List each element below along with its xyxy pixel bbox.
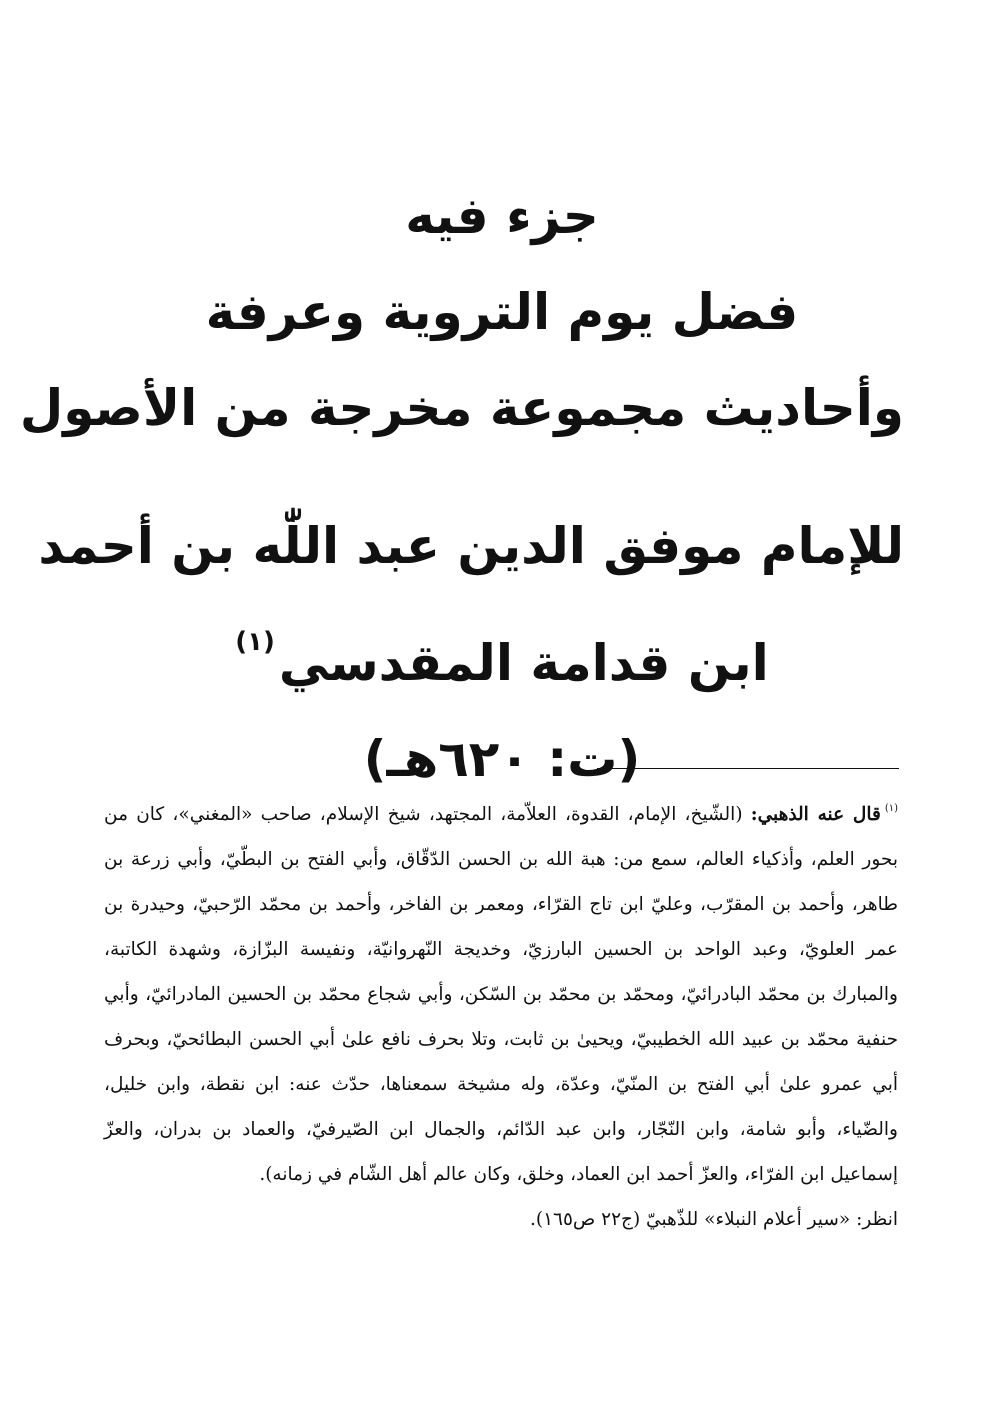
title-line-3: وأحاديث مجموعة مخرجة من الأصول bbox=[19, 379, 904, 437]
title-block bbox=[19, 168, 904, 807]
death-date: (ت: ٦٢٠هـ) bbox=[363, 730, 641, 788]
footnote-text bbox=[104, 786, 898, 1197]
footnote-lead: قال عنه الذهبي: bbox=[750, 804, 881, 825]
footnote-body: (الشّيخ، الإمام، القدوة، العلاّمة، المجتهد، شيخ الإسلام، صاحب «المغني»، كان من بحور العلم، وأذكياء العالم، سمع من: هبة الله بن الحسن الدّقّاق، وأبي الفتح بن البطّيّ، وأبي زرعة بن طاهر، وأحمد بن المقرّب، وعليّ ابن تاج القرّاء، ومعمر بن الفاخر، وأحمد بن محمّد الرّحبيّ، وحيدرة بن عمر العلويّ، وعبد الواحد بن الحسين البارزيّ، وخديجة النّهروانيّة، ونفيسة البزّازة، وشهدة الكاتبة، والمبارك بن محمّد البادرائيّ، ومحمّد بن محمّد بن السّكن، وأبي شجاع محمّد بن الحسين المادرائيّ، وأبي حنفية محمّد بن عبيد الله الخطيبيّ، ويحيىٰ بن ثابت، وتلا بحرف نافع علىٰ أبي الحسن البطائحيّ، وبحرف أبي عمرو علىٰ أبي الفتح بن المنّيّ، وعدّة، وله مشيخة سمعناها، حدّث عنه: ابن نقطة، وابن خليل، والضّياء، وأبو شامة، وابن النّجّار، وابن عبد الدّائم، والجمال ابن الصّيرفيّ، والعماد بن بدران، والعزّ إسماعيل ابن الفرّاء، والعزّ أحمد ابن العماد، وخلق، وكان عالم أهل الشّام في زمانه). bbox=[104, 804, 898, 1185]
author-name: ابن قدامة المقدسي bbox=[278, 634, 769, 692]
footnote-divider bbox=[597, 768, 899, 769]
footnote-source: انظر: «سير أعلام النبلاء» للذّهبيّ (ج٢٢ ص١٦٥). bbox=[529, 1209, 898, 1230]
title-line-2: فضل يوم التروية وعرفة bbox=[205, 283, 799, 341]
author-line-2 bbox=[100, 594, 904, 711]
footnote-section bbox=[104, 786, 898, 1242]
footnote-marker[interactable]: (١) bbox=[235, 627, 275, 657]
title-line-1: جزء فيه bbox=[405, 187, 599, 245]
footnote-number: (١) bbox=[884, 803, 899, 814]
author-line-1: للإمام موفق الدين عبد اللّٰه بن أحمد bbox=[38, 517, 904, 575]
